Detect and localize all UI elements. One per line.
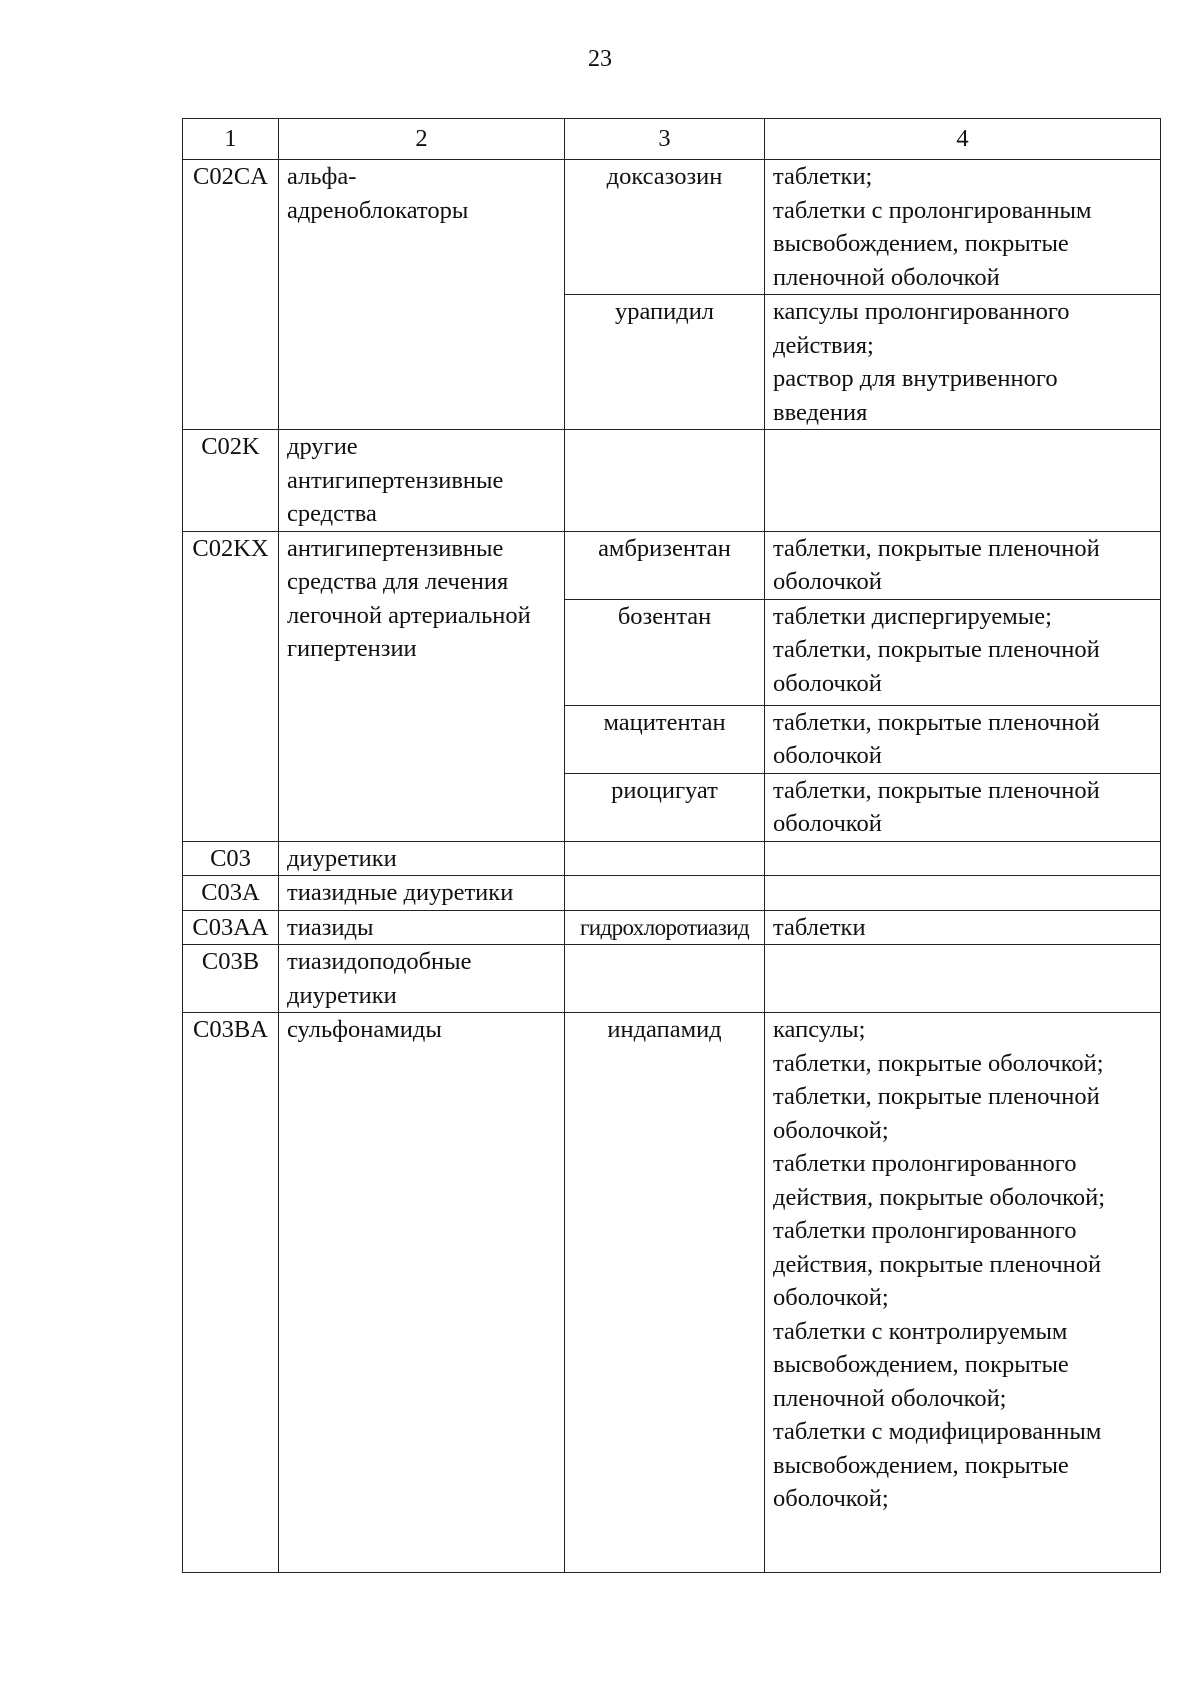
dosage-form-cell — [765, 705, 1161, 773]
dosage-form-text: таблетки диспергируемые; — [773, 602, 1052, 630]
atc-code-cell: C03B — [183, 945, 279, 1013]
group-name-cell: антигипертензивные средства для лечения легочной артериальной гипертензии — [279, 531, 565, 841]
dosage-form-cell — [765, 531, 1161, 599]
dosage-form-cell — [765, 945, 1161, 1013]
dosage-form-cell — [765, 295, 1161, 430]
dosage-form-cell — [765, 160, 1161, 295]
drug-name-cell: гидрохлоротиазид — [565, 910, 765, 945]
group-name-cell: тиазидоподобные диуретики — [279, 945, 565, 1013]
dosage-form-text: таблетки, покрытые пленочной оболочкой — [773, 776, 1100, 837]
drug-name-cell: доксазозин — [565, 160, 765, 295]
drug-name-cell: урапидил — [565, 295, 765, 430]
column-header: 3 — [565, 119, 765, 160]
drug-name-cell: мацитентан — [565, 705, 765, 773]
dosage-form-text: капсулы; — [773, 1016, 866, 1043]
table-row — [183, 531, 1161, 599]
atc-code-cell: C03 — [183, 841, 279, 876]
dosage-form-text: таблетки с модифицированным высвобождением, покрытые оболочкой; — [773, 1418, 1102, 1512]
drug-name-cell: риоцигуат — [565, 773, 765, 841]
group-name-cell: другие антигипертензивные средства — [279, 430, 565, 532]
group-name-cell: сульфонамиды — [279, 1013, 565, 1573]
dosage-form-text: таблетки с пролонгированным высвобождением, покрытые пленочной оболочкой — [773, 196, 1092, 291]
drug-name-cell — [565, 841, 765, 876]
column-header: 2 — [279, 119, 565, 160]
drug-list-table — [182, 118, 1161, 1573]
table-row — [183, 160, 1161, 295]
drug-name-cell — [565, 430, 765, 532]
dosage-form-text: таблетки пролонгированного действия, покрытые пленочной оболочкой; — [773, 1217, 1102, 1311]
dosage-form-text: капсулы пролонгированного действия; — [773, 298, 1070, 359]
drug-name-cell — [565, 876, 765, 911]
dosage-form-text: таблетки, покрытые оболочкой; — [773, 1049, 1104, 1077]
dosage-form-text: таблетки; — [773, 163, 873, 190]
dosage-form-cell — [765, 599, 1161, 705]
atc-code-cell: C03A — [183, 876, 279, 911]
dosage-form-text: таблетки, покрытые пленочной оболочкой — [773, 636, 1100, 697]
dosage-form-cell — [765, 910, 1161, 945]
dosage-form-cell — [765, 841, 1161, 876]
dosage-form-text: таблетки, покрытые пленочной оболочкой; — [773, 1083, 1100, 1144]
column-header: 4 — [765, 119, 1161, 160]
table-row — [183, 876, 1161, 911]
dosage-form-text: таблетки — [773, 913, 866, 941]
atc-code-cell: C02KX — [183, 531, 279, 841]
group-name-cell: альфа- адреноблокаторы — [279, 160, 565, 430]
dosage-form-text: таблетки, покрытые пленочной оболочкой — [773, 708, 1100, 769]
dosage-form-cell — [765, 876, 1161, 911]
drug-name-cell: амбризентан — [565, 531, 765, 599]
atc-code-cell: C02CA — [183, 160, 279, 430]
table-row — [183, 910, 1161, 945]
drug-name-cell — [565, 945, 765, 1013]
atc-code-cell: C02K — [183, 430, 279, 532]
atc-code-cell: C03BA — [183, 1013, 279, 1573]
dosage-form-text: таблетки, покрытые пленочной оболочкой — [773, 534, 1100, 595]
table-header-row — [183, 119, 1161, 160]
table-row — [183, 1013, 1161, 1573]
dosage-form-text: таблетки пролонгированного действия, покрытые оболочкой; — [773, 1150, 1106, 1211]
dosage-form-cell — [765, 1013, 1161, 1573]
column-header: 1 — [183, 119, 279, 160]
table-row — [183, 430, 1161, 532]
group-name-cell: диуретики — [279, 841, 565, 876]
table-row — [183, 841, 1161, 876]
dosage-form-text: таблетки с контролируемым высвобождением, покрытые пленочной оболочкой; — [773, 1317, 1069, 1412]
drug-name-cell: индапамид — [565, 1013, 765, 1573]
atc-code-cell: C03AA — [183, 910, 279, 945]
group-name-cell: тиазидные диуретики — [279, 876, 565, 911]
dosage-form-cell — [765, 773, 1161, 841]
table-row — [183, 945, 1161, 1013]
group-name-cell: тиазиды — [279, 910, 565, 945]
drug-name-cell: бозентан — [565, 599, 765, 705]
dosage-form-text: раствор для внутривенного введения — [773, 365, 1058, 426]
dosage-form-cell — [765, 430, 1161, 532]
page-number: 23 — [588, 46, 612, 72]
